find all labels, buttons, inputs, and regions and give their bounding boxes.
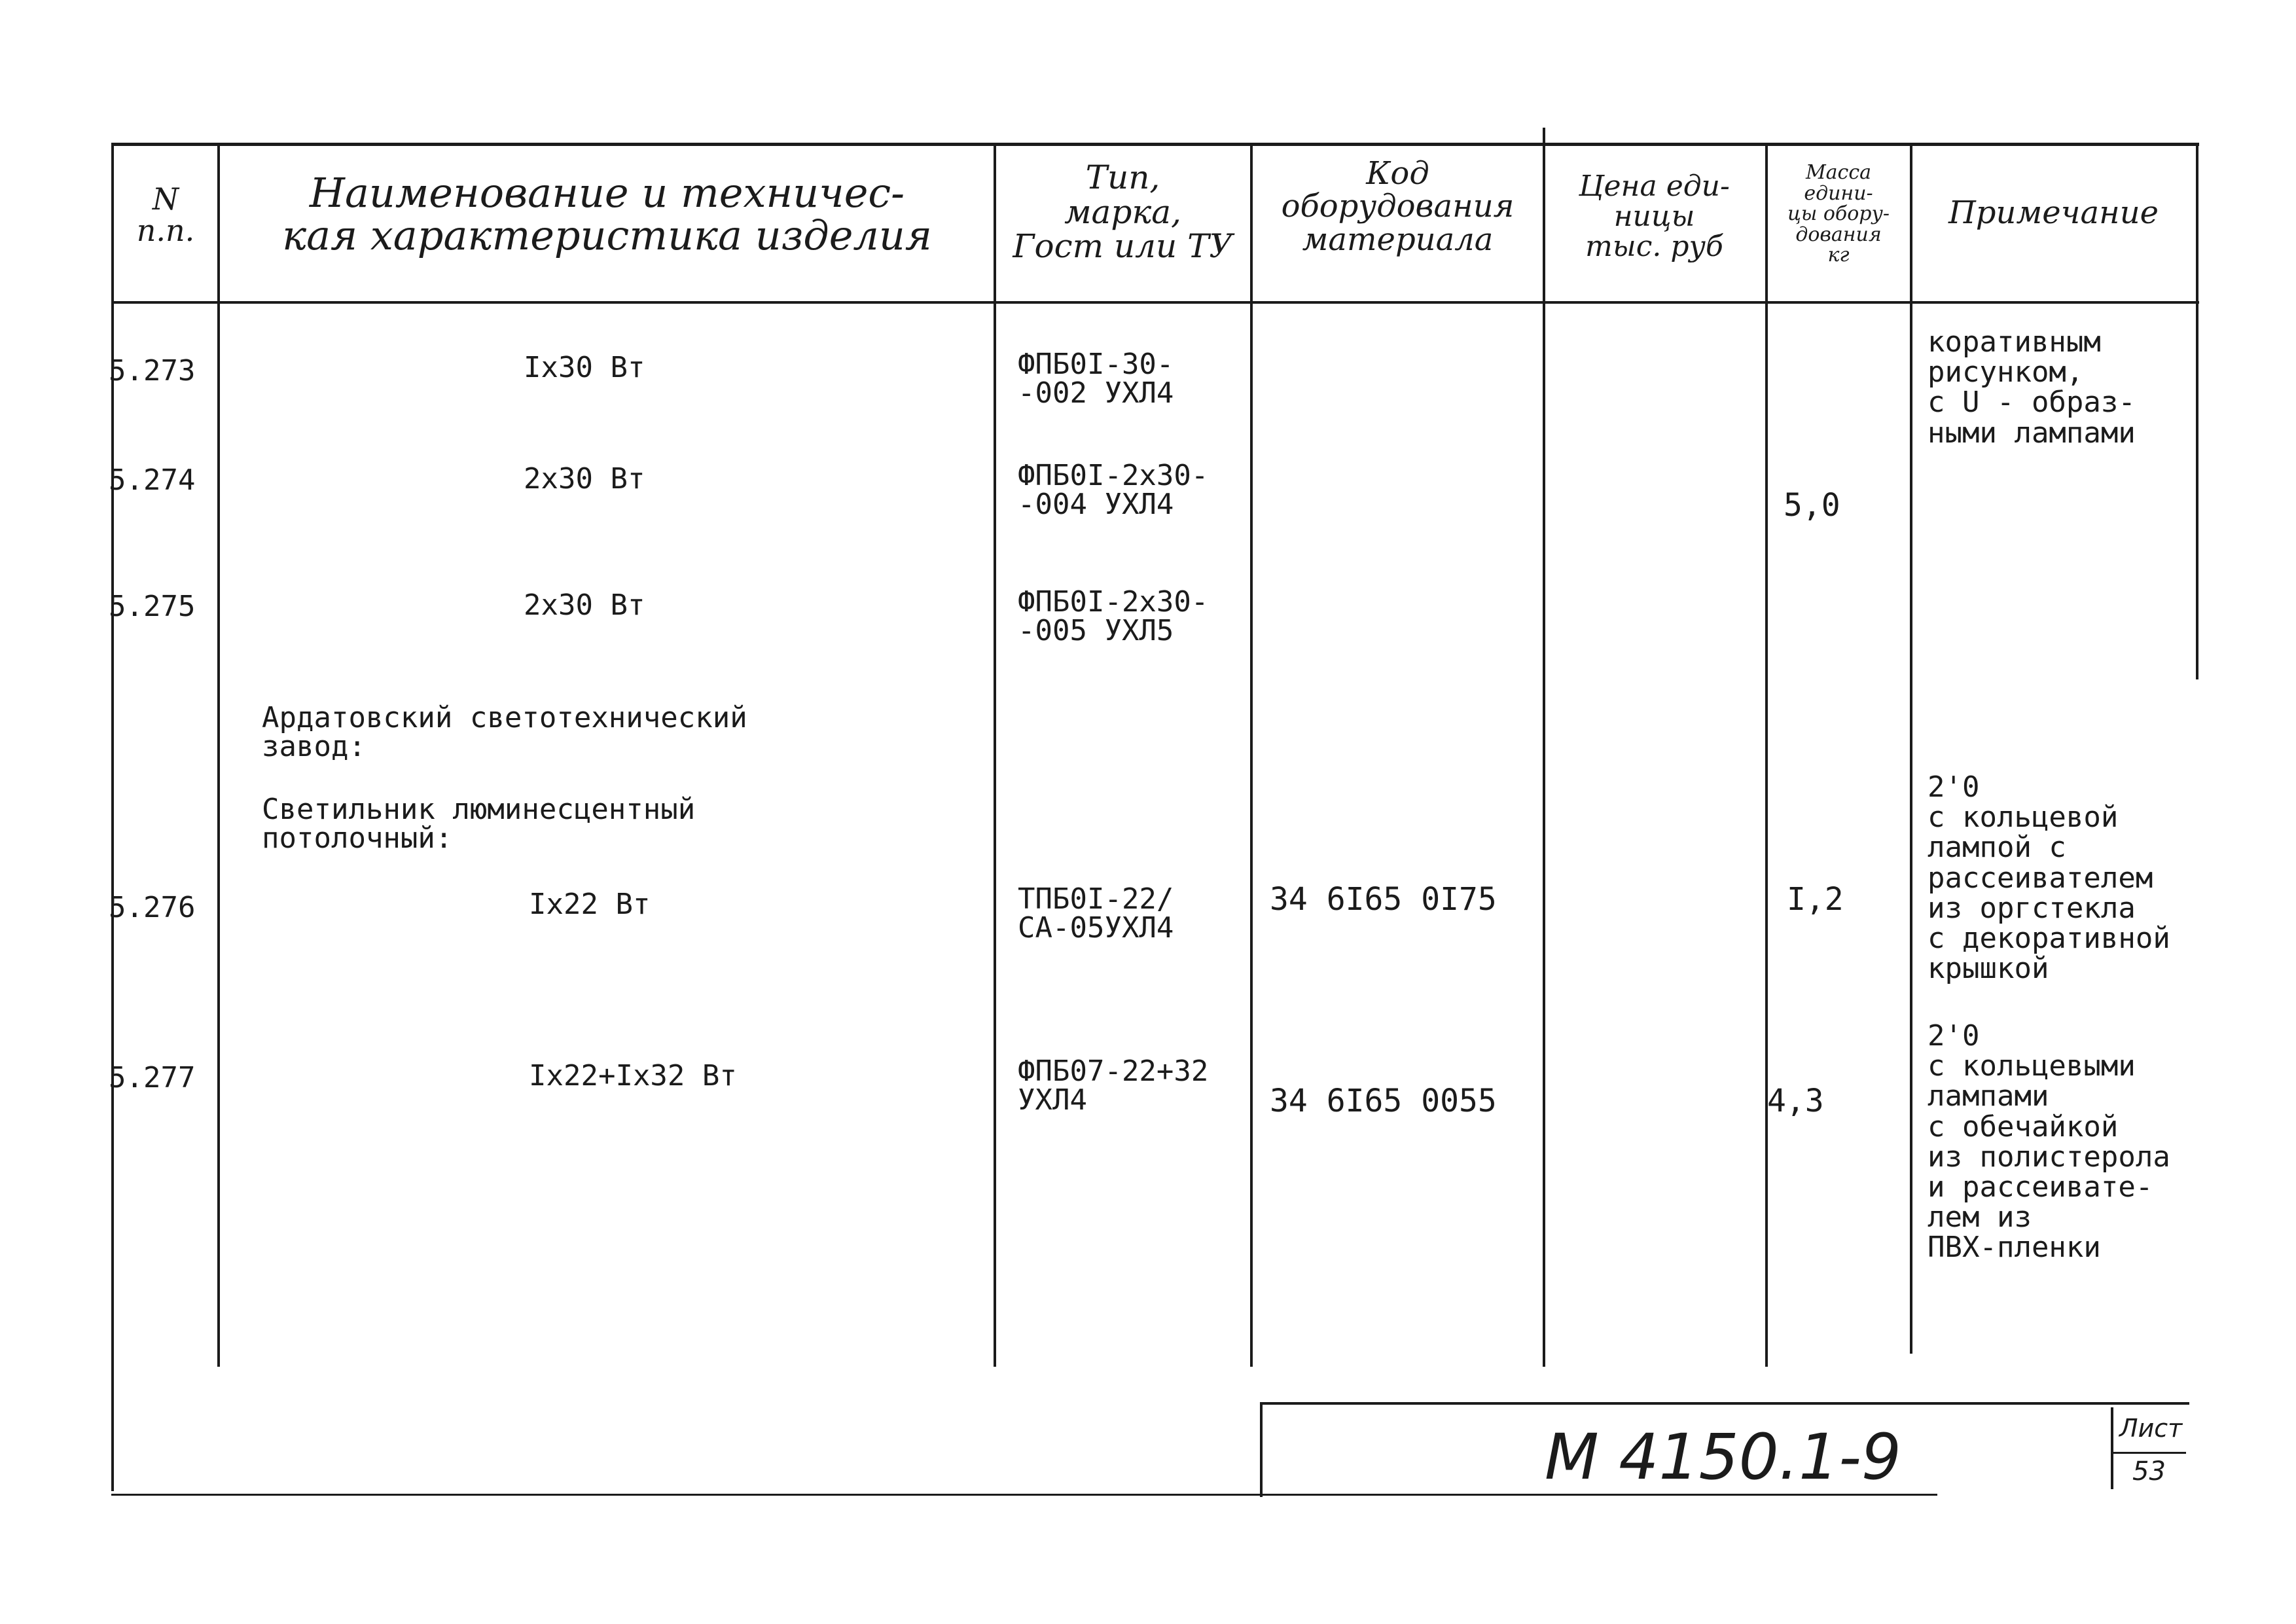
- header-type: Тип, марка, Гост или ТУ: [1013, 158, 1233, 265]
- row-5-273-num: 5.273: [109, 354, 196, 388]
- col-line-4: [1250, 143, 1253, 1367]
- header-code: Код оборудования материала: [1281, 155, 1515, 258]
- row-5-276-name: Iх22 Вт: [529, 888, 651, 921]
- row-5-276-code: 34 6I65 0I75: [1270, 881, 1497, 918]
- row-5-273-name: Iх30 Вт: [524, 351, 645, 384]
- col-line-2: [217, 143, 220, 1367]
- row-5-275-name: 2х30 Вт: [524, 588, 645, 622]
- note-ring-lamp: 2'0 с кольцевой лампой с рассеивателем из оргстекла с декоративной крышкой: [1928, 770, 2170, 986]
- col-line-8: [2196, 143, 2198, 679]
- col-line-6: [1765, 143, 1768, 1367]
- group-product: Светильник люминесцентный потолочный:: [262, 793, 696, 855]
- sheet-label: Лист: [2119, 1414, 2183, 1443]
- row-5-275-type: ФПБ0I-2х30- -005 УХЛ5: [1018, 585, 1209, 647]
- header-bottom-border: [111, 301, 2199, 304]
- col-line-3: [994, 143, 996, 1367]
- row-5-277-type: ФПБ07-22+32 УХЛ4: [1018, 1055, 1209, 1117]
- document-code: М 4150.1-9: [1545, 1420, 1901, 1494]
- note-lamps-u: коративным рисунком, с U - образ- ными лампами: [1928, 325, 2136, 450]
- col-line-5: [1543, 128, 1545, 1367]
- row-5-276-type: ТПБ0I-22/ СА-05УХЛ4: [1018, 882, 1174, 945]
- header-mass: Масса едини- цы обору- дования кг: [1787, 161, 1890, 266]
- header-name: Наименование и техничес- кая характеристика изделия: [282, 169, 932, 260]
- sheet-number: 53: [2132, 1456, 2166, 1487]
- row-5-276-mass: I,2: [1787, 881, 1844, 918]
- row-5-277-name: Iх22+Iх32 Вт: [529, 1059, 737, 1092]
- row-5-277-mass: 4,3: [1767, 1083, 1824, 1119]
- row-5-277-num: 5.277: [109, 1061, 196, 1094]
- col-line-1: [111, 143, 114, 1491]
- sheet-box-divider: [2111, 1452, 2186, 1454]
- header-price: Цена еди- ницы тыс. руб: [1579, 170, 1730, 264]
- table-top-border: [111, 143, 2199, 146]
- sheet-box-left: [2111, 1407, 2113, 1489]
- col-line-7: [1910, 143, 1912, 1354]
- stamp-top-border: [1260, 1402, 2189, 1405]
- row-5-274-type: ФПБ0I-2х30- -004 УХЛ4: [1018, 459, 1209, 521]
- row-5-275-num: 5.275: [109, 590, 196, 623]
- note-ring-lamps: 2'0 с кольцевыми лампами с обечайкой из полистерола и рассеивате- лем из ПВХ-пленки: [1928, 1019, 2170, 1265]
- page-bottom-border: [111, 1494, 1937, 1496]
- stamp-left-border: [1260, 1402, 1263, 1497]
- row-5-274-mass: 5,0: [1784, 487, 1840, 524]
- group-factory: Ардатовский светотехнический завод:: [262, 701, 747, 763]
- row-5-277-code: 34 6I65 0055: [1270, 1083, 1497, 1119]
- header-num: N п.п.: [136, 181, 195, 249]
- header-note: Примечание: [1948, 194, 2159, 231]
- row-5-274-num: 5.274: [109, 463, 196, 497]
- row-5-274-name: 2х30 Вт: [524, 462, 645, 496]
- row-5-273-type: ФПБ0I-30- -002 УХЛ4: [1018, 348, 1174, 410]
- row-5-276-num: 5.276: [109, 891, 196, 924]
